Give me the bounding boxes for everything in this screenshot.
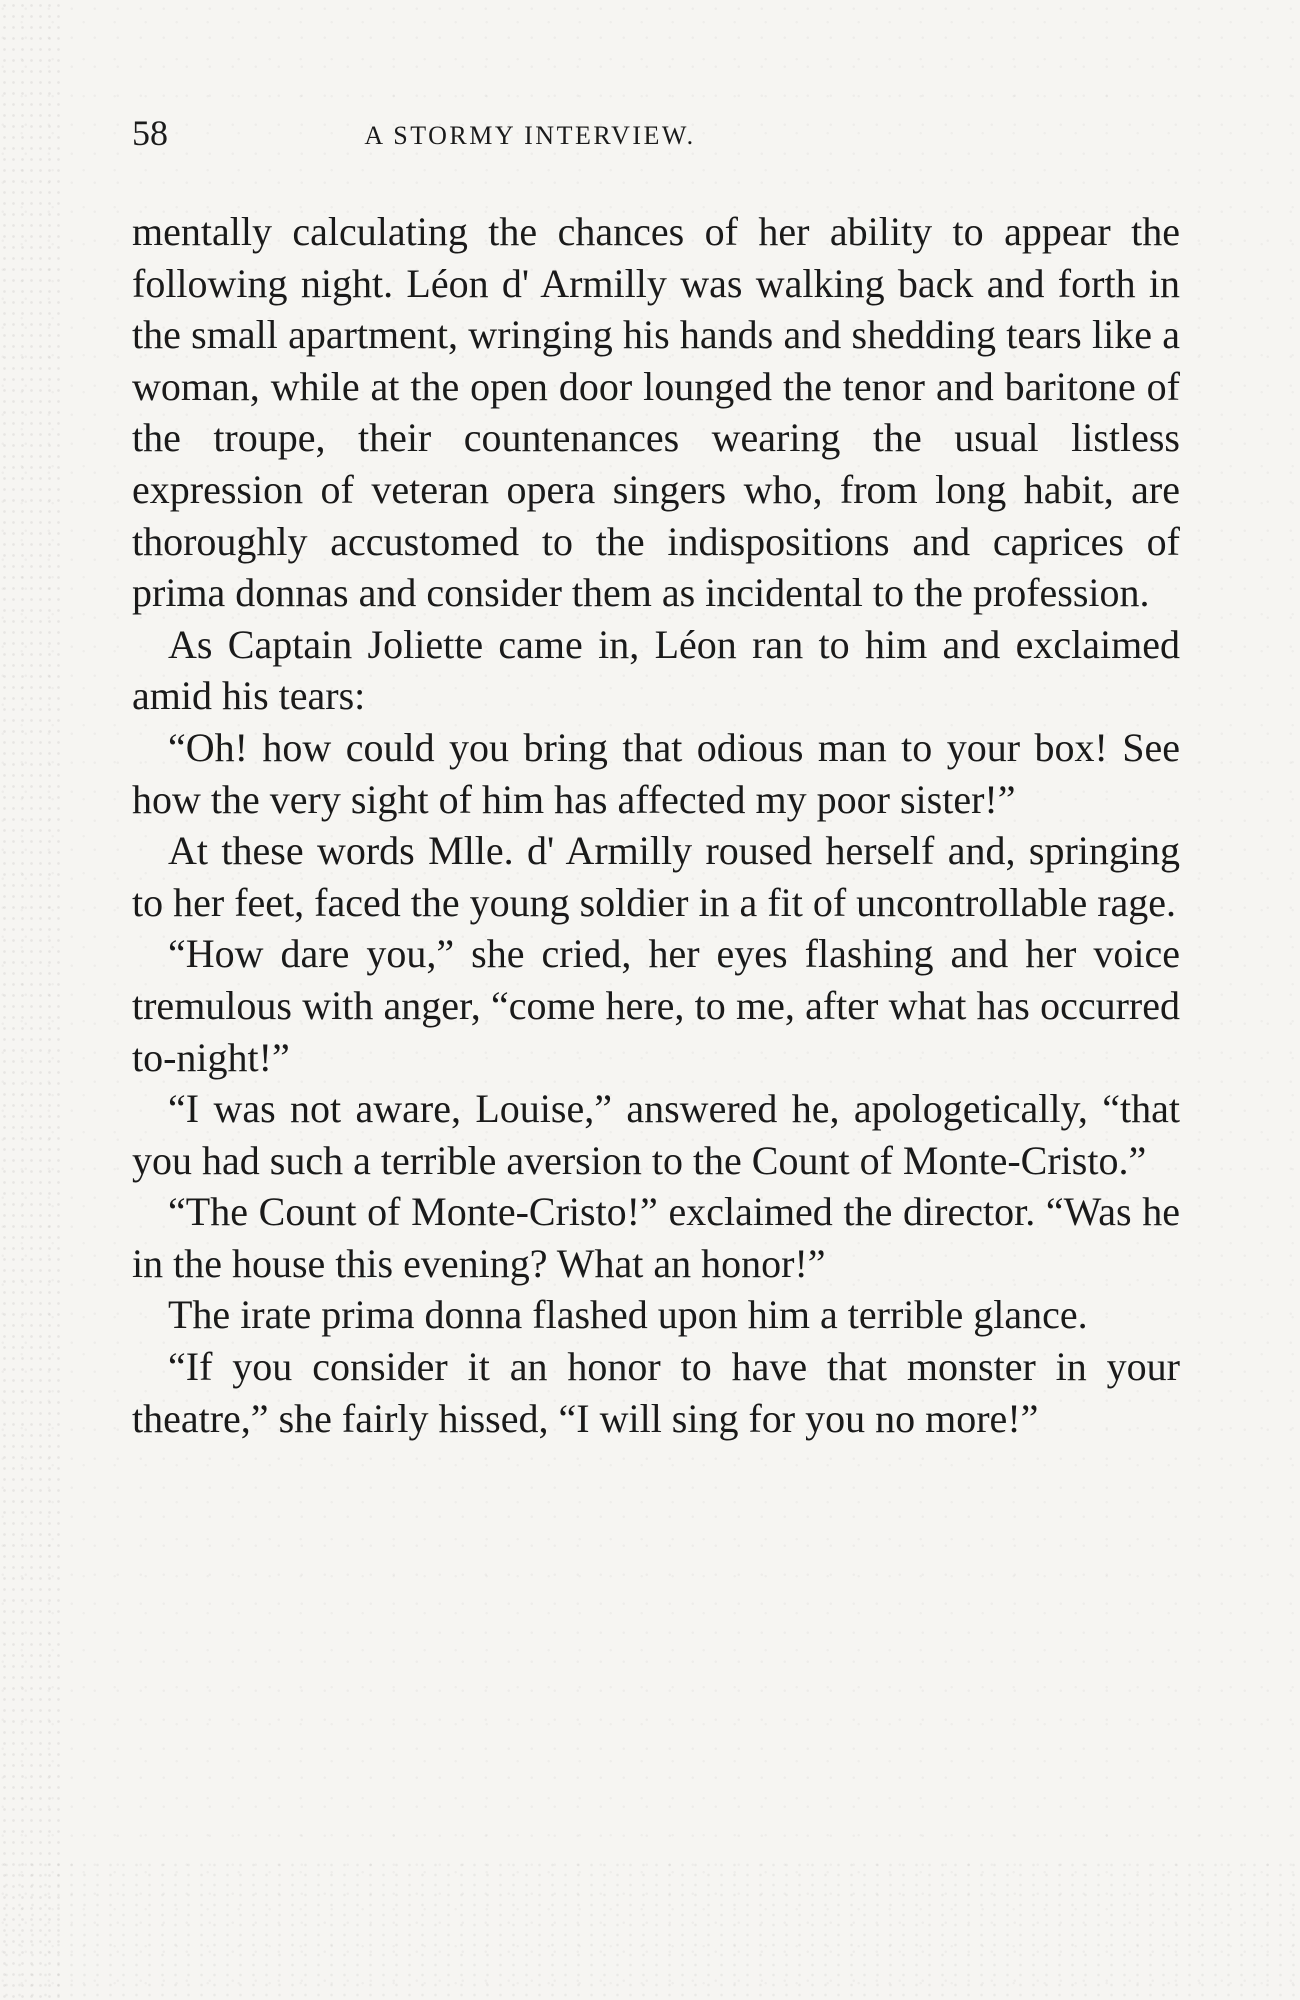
- paragraph-6: “I was not aware, Louise,” answered he, apologetically, “that you had such a terrible aversion to the Count of Monte-Cristo.”: [132, 1086, 1180, 1183]
- body-text: [132, 206, 1180, 1444]
- page-edge-speckle: [0, 0, 60, 2000]
- running-title: A STORMY INTERVIEW.: [364, 121, 696, 150]
- running-head: [0, 108, 1300, 158]
- paragraph-1: mentally calculating the chances of her ability to appear the following night. Léon d' Armilly was walking back and forth in the small apartment, wringing his hands and shedding tears like a woman, while at the open door lounged the tenor and baritone of the troupe, their countenances wearing the usual listless expression of veteran opera singers who, from long habit, are thoroughly accustomed to the indispositions and caprices of prima donnas and consider them as incidental to the profession.: [132, 209, 1180, 616]
- paragraph-3: “Oh! how could you bring that odious man to your box! See how the very sight of him has affected my poor sister!”: [132, 724, 1180, 822]
- paragraph-2: As Captain Joliette came in, Léon ran to him and exclaimed amid his tears:: [132, 621, 1180, 719]
- page-number: 58: [132, 113, 168, 153]
- paragraph-4: At these words Mlle. d' Armilly roused herself and, springing to her feet, faced the young soldier in a fit of uncontrollable rage.: [132, 828, 1180, 925]
- paragraph-5: “How dare you,” she cried, her eyes flashing and her voice tremulous with anger, “come here, to me, after what has occurred to-night!”: [132, 931, 1180, 1080]
- page-bottom-speckle: [0, 1860, 1300, 2000]
- paragraph-8: The irate prima donna flashed upon him a terrible glance.: [168, 1292, 1088, 1338]
- paragraph-7: “The Count of Monte-Cristo!” exclaimed the director. “Was he in the house this evening? What an honor!”: [132, 1189, 1180, 1286]
- paragraph-9: “If you consider it an honor to have that monster in your theatre,” she fairly hissed, “I will sing for you no more!”: [132, 1344, 1180, 1441]
